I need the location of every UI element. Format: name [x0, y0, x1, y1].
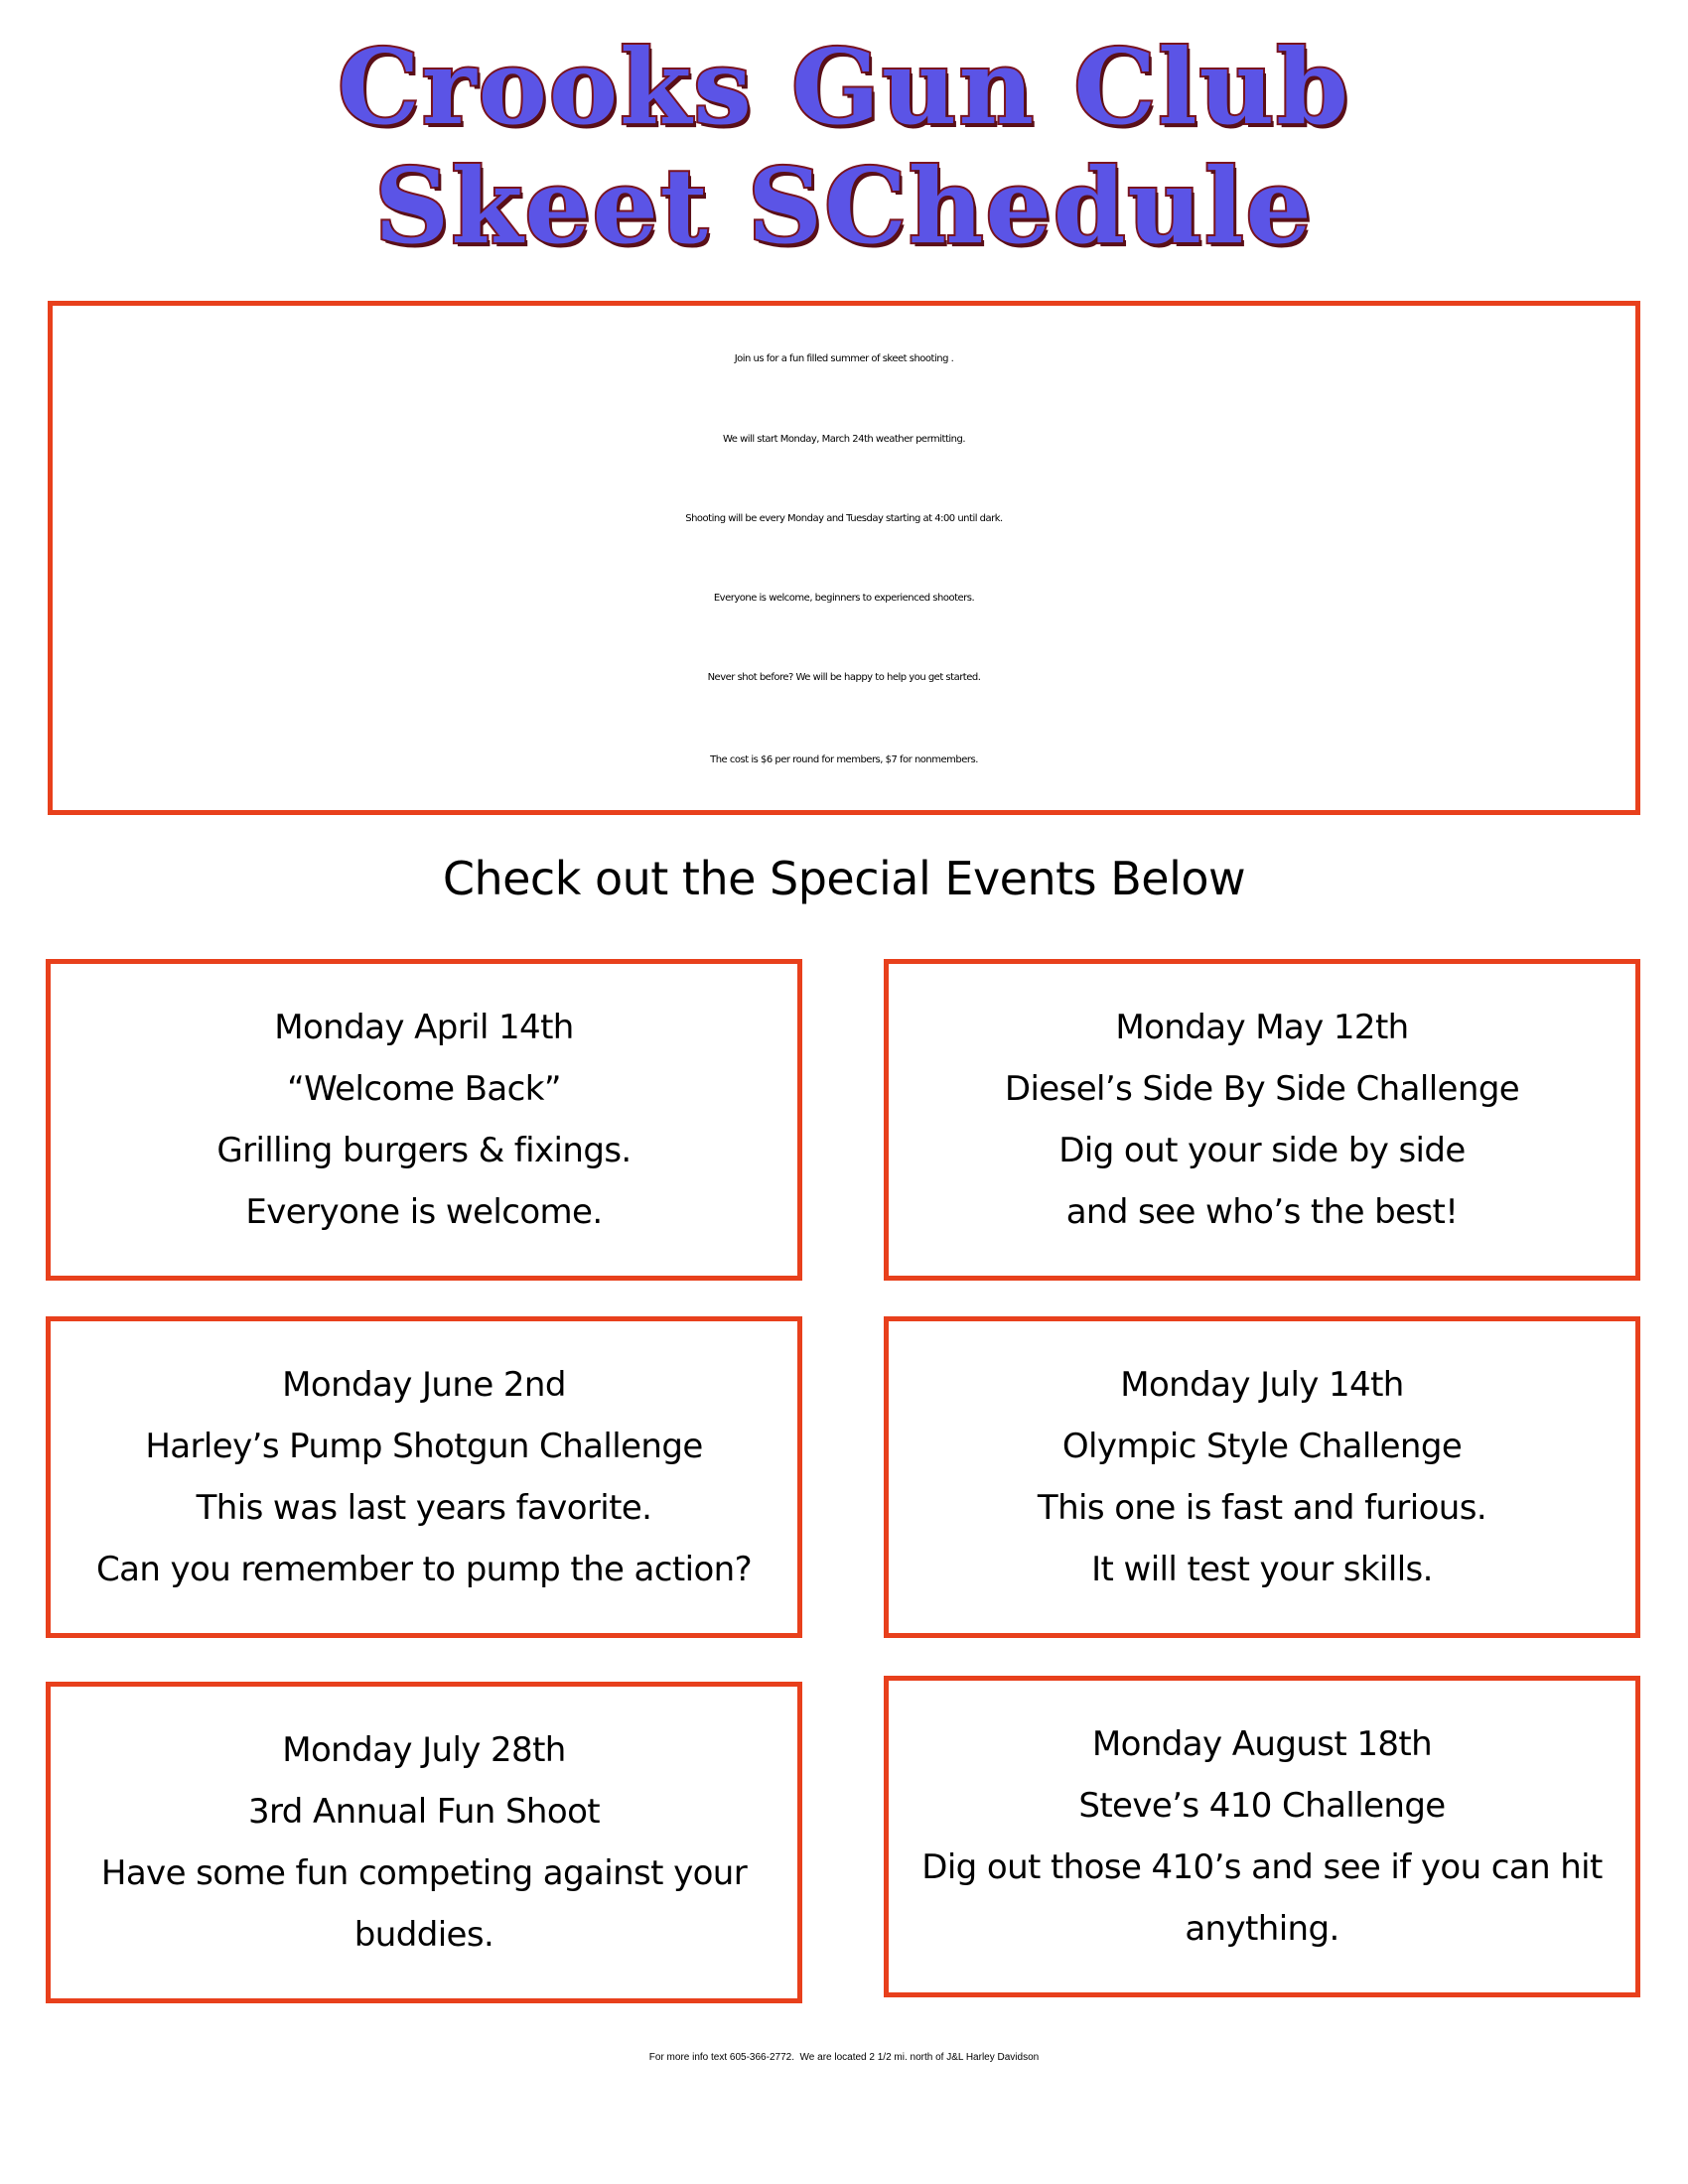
event-description: Dig out your side by side [1058, 1131, 1466, 1170]
page-title: Crooks Gun Club [338, 26, 1350, 148]
event-date: Monday April 14th [274, 1008, 574, 1047]
event-card [884, 1676, 1640, 1997]
event-card [46, 1316, 802, 1638]
event-title: Olympic Style Challenge [1061, 1427, 1463, 1466]
event-description: Dig out those 410’s and see if you can hit [921, 1847, 1603, 1887]
event-date: Monday May 12th [1115, 1008, 1409, 1047]
event-title: “Welcome Back” [287, 1069, 561, 1109]
event-date: Monday June 2nd [282, 1365, 566, 1405]
intro-line: Never shot before? We will be happy to help you get started. [707, 672, 981, 683]
event-date: Monday July 28th [282, 1730, 566, 1770]
intro-line: We will start Monday, March 24th weather permitting. [722, 434, 966, 445]
event-description: This one is fast and furious. [1037, 1488, 1487, 1528]
event-title: Harley’s Pump Shotgun Challenge [145, 1427, 703, 1466]
event-title: Diesel’s Side By Side Challenge [1004, 1069, 1520, 1109]
event-description: This was last years favorite. [196, 1488, 652, 1528]
event-card [46, 959, 802, 1281]
event-description: Grilling burgers & fixings. [216, 1131, 632, 1170]
special-events-heading: Check out the Special Events Below [442, 852, 1246, 905]
event-card [884, 959, 1640, 1281]
footer-contact-info: For more info text 605-366-2772. We are located 2 1/2 mi. north of J&L Harley Davidson [648, 2052, 1040, 2063]
event-description: Have some fun competing against your [100, 1853, 748, 1893]
event-title: Steve’s 410 Challenge [1078, 1786, 1446, 1826]
page-subtitle: Skeet SChedule [374, 145, 1314, 267]
event-title: 3rd Annual Fun Shoot [247, 1792, 601, 1832]
intro-line: Shooting will be every Monday and Tuesday starting at 4:00 until dark. [685, 513, 1003, 524]
intro-line: Everyone is welcome, beginners to experienced shooters. [713, 593, 975, 604]
event-card [884, 1316, 1640, 1638]
intro-line: The cost is $6 per round for members, $7 for nonmembers. [710, 754, 978, 765]
event-description: anything. [1185, 1909, 1339, 1949]
event-description: Can you remember to pump the action? [95, 1550, 753, 1589]
event-date: Monday July 14th [1120, 1365, 1404, 1405]
event-date: Monday August 18th [1091, 1724, 1433, 1764]
intro-line: Join us for a fun filled summer of skeet shooting . [734, 353, 954, 364]
event-description: It will test your skills. [1091, 1550, 1433, 1589]
event-description: buddies. [353, 1915, 494, 1955]
event-description: Everyone is welcome. [245, 1192, 603, 1232]
event-card [46, 1682, 802, 2003]
intro-box [48, 301, 1640, 815]
event-description: and see who’s the best! [1065, 1192, 1459, 1232]
